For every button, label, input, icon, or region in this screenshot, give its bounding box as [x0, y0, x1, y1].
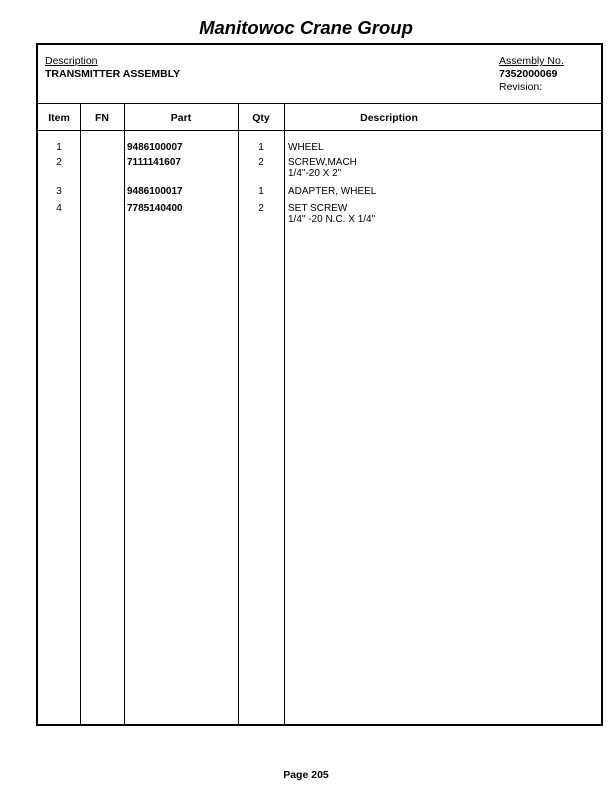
- quantity: 2: [258, 203, 264, 214]
- quantity: 1: [258, 142, 264, 153]
- column-header-description: Description: [360, 112, 418, 124]
- column-header-fn: FN: [95, 112, 109, 124]
- description-line: WHEEL: [288, 142, 324, 153]
- item-number: 4: [56, 203, 62, 214]
- description-line: SET SCREW: [288, 203, 348, 214]
- assembly-description: TRANSMITTER ASSEMBLY: [45, 68, 181, 80]
- page-number: Page 205: [283, 769, 329, 781]
- description-line: SCREW,MACH: [288, 157, 357, 168]
- description-label: Description: [45, 55, 98, 67]
- column-header-item: Item: [48, 112, 70, 124]
- item-number: 3: [56, 186, 62, 197]
- column-header-divider: [38, 130, 601, 131]
- description-line: ADAPTER, WHEEL: [288, 186, 377, 197]
- part-description: [288, 157, 357, 179]
- column-divider: [80, 103, 81, 724]
- item-number: 2: [56, 157, 62, 168]
- assembly-number: 7352000069: [499, 68, 558, 80]
- item-number: 1: [56, 142, 62, 153]
- column-header-qty: Qty: [252, 112, 270, 124]
- company-title: Manitowoc Crane Group: [199, 17, 413, 38]
- part-description: [288, 142, 324, 153]
- parts-table-frame: [36, 43, 603, 726]
- column-divider: [284, 103, 285, 724]
- part-number: 7111141607: [127, 157, 181, 168]
- part-number: 9486100007: [127, 142, 183, 153]
- part-description: [288, 186, 376, 197]
- description-line: 1/4"-20 X 2": [288, 168, 342, 179]
- header-divider: [38, 103, 601, 104]
- column-divider: [124, 103, 125, 724]
- quantity: 1: [258, 186, 264, 197]
- quantity: 2: [258, 157, 264, 168]
- part-number: 7785140400: [127, 203, 183, 214]
- assembly-no-label: Assembly No.: [499, 55, 564, 67]
- revision-label: Revision:: [499, 81, 543, 93]
- description-line: 1/4" -20 N.C. X 1/4": [288, 214, 376, 225]
- part-description: [288, 203, 375, 225]
- column-header-part: Part: [170, 112, 192, 124]
- part-number: 9486100017: [127, 186, 183, 197]
